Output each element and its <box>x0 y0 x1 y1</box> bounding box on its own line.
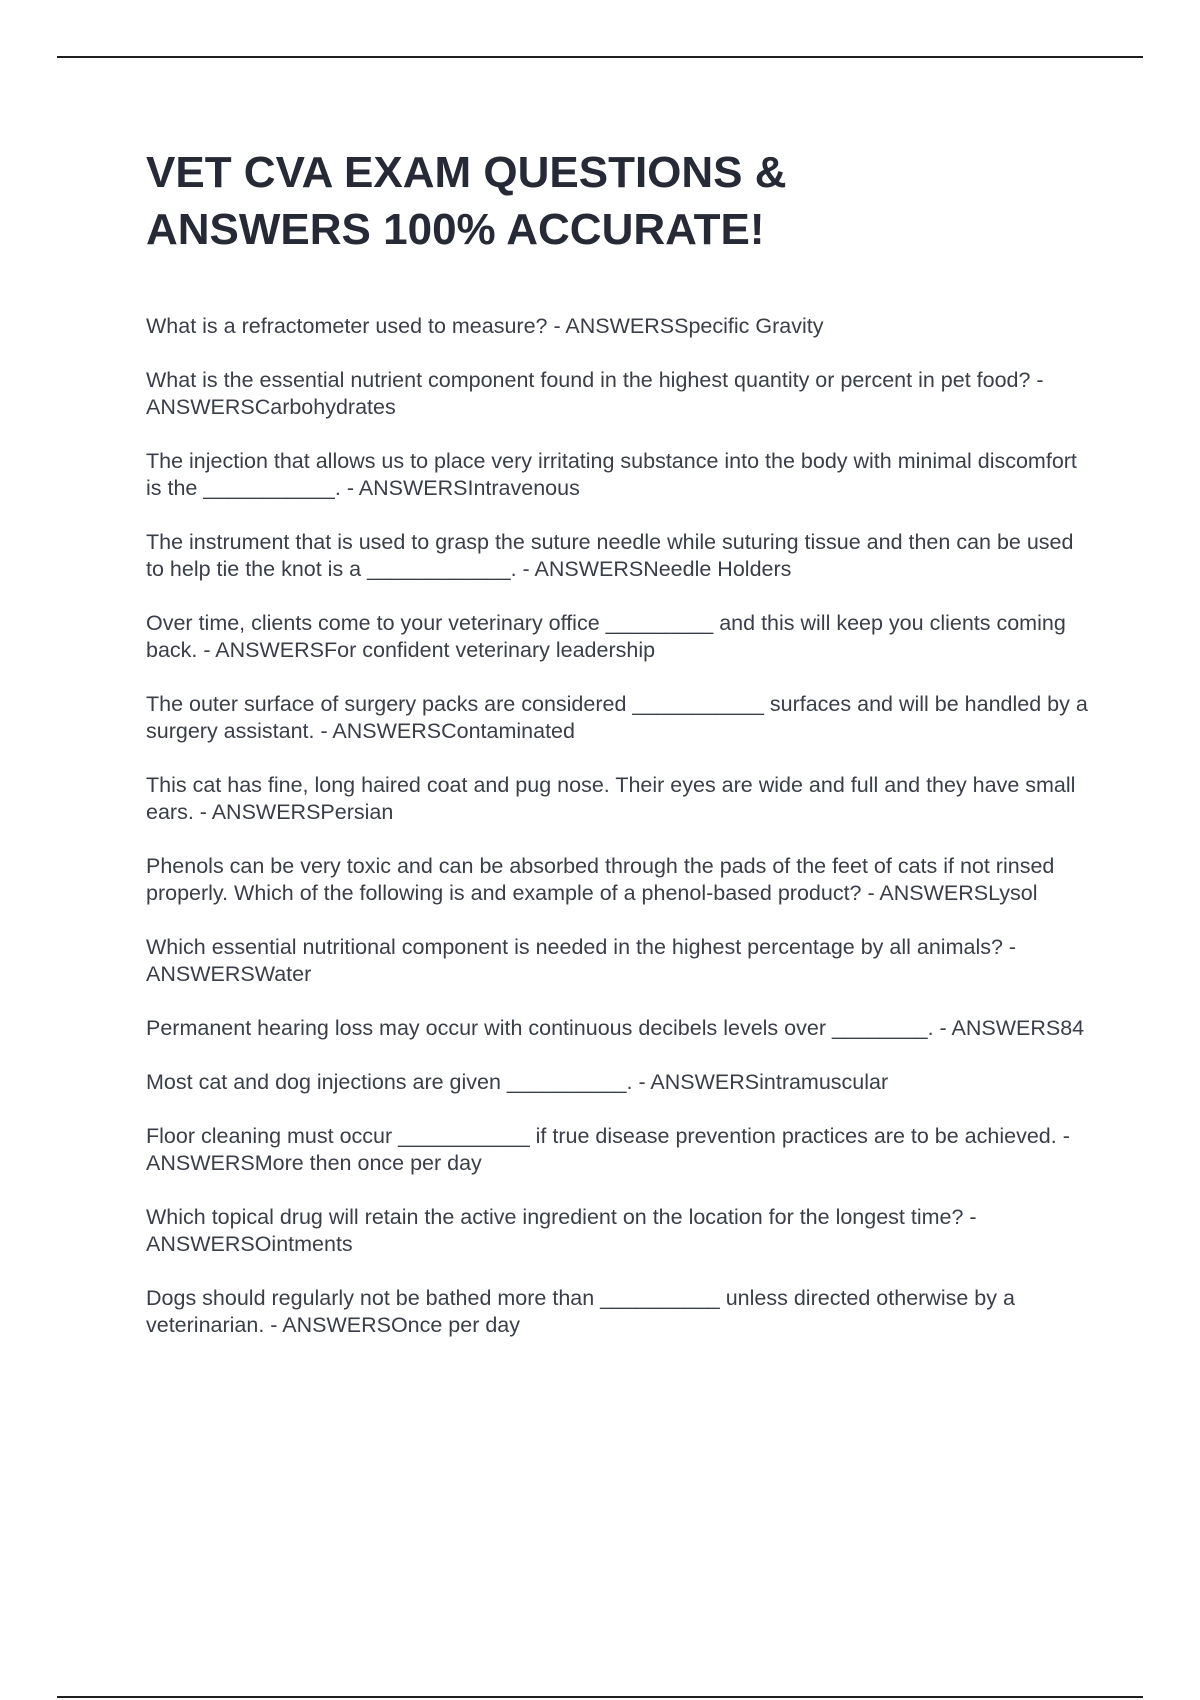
document-body <box>146 144 1090 1366</box>
header-rule <box>57 56 1143 58</box>
qa-item-14: Dogs should regularly not be bathed more than __________ unless directed otherwise by a veterinarian. - ANSWERSOnce per day <box>146 1286 1015 1337</box>
footer-rule <box>57 1696 1143 1698</box>
qa-item-11: Most cat and dog injections are given __________. - ANSWERSintramuscular <box>146 1070 889 1094</box>
qa-item-10: Permanent hearing loss may occur with continuous decibels levels over ________. - ANSWERS84 <box>146 1016 1085 1040</box>
qa-item-5: Over time, clients come to your veterinary office _________ and this will keep you clients coming back. - ANSWERSFor confident veterinary leadership <box>146 611 1066 662</box>
qa-item-12: Floor cleaning must occur ___________ if true disease prevention practices are to be achieved. - ANSWERSMore then once per day <box>146 1124 1070 1175</box>
qa-item-1: What is a refractometer used to measure? - ANSWERSSpecific Gravity <box>146 314 824 338</box>
qa-list <box>146 313 1090 1339</box>
qa-item-9: Which essential nutritional component is needed in the highest percentage by all animals? - ANSWERSWater <box>146 935 1017 986</box>
qa-item-7: This cat has fine, long haired coat and pug nose. Their eyes are wide and full and they have small ears. - ANSWERSPersian <box>146 773 1076 824</box>
qa-item-2: What is the essential nutrient component found in the highest quantity or percent in pet food? - ANSWERSCarbohydrates <box>146 368 1044 419</box>
qa-item-4: The instrument that is used to grasp the suture needle while suturing tissue and then can be used to help tie the knot is a ____________. - ANSWERSNeedle Holders <box>146 530 1074 581</box>
qa-item-8: Phenols can be very toxic and can be absorbed through the pads of the feet of cats if not rinsed properly. Which of the following is and example of a phenol-based product? - ANSWERSLysol <box>146 854 1055 905</box>
qa-item-6: The outer surface of surgery packs are considered ___________ surfaces and will be handled by a surgery assistant. - ANSWERSContaminated <box>146 692 1088 743</box>
document-title: VET CVA EXAM QUESTIONS & ANSWERS 100% ACCURATE! <box>146 148 787 254</box>
qa-item-3: The injection that allows us to place very irritating substance into the body with minimal discomfort is the ___________. - ANSWERSIntravenous <box>146 449 1077 500</box>
qa-item-13: Which topical drug will retain the active ingredient on the location for the longest time? - ANSWERSOintments <box>146 1205 977 1256</box>
